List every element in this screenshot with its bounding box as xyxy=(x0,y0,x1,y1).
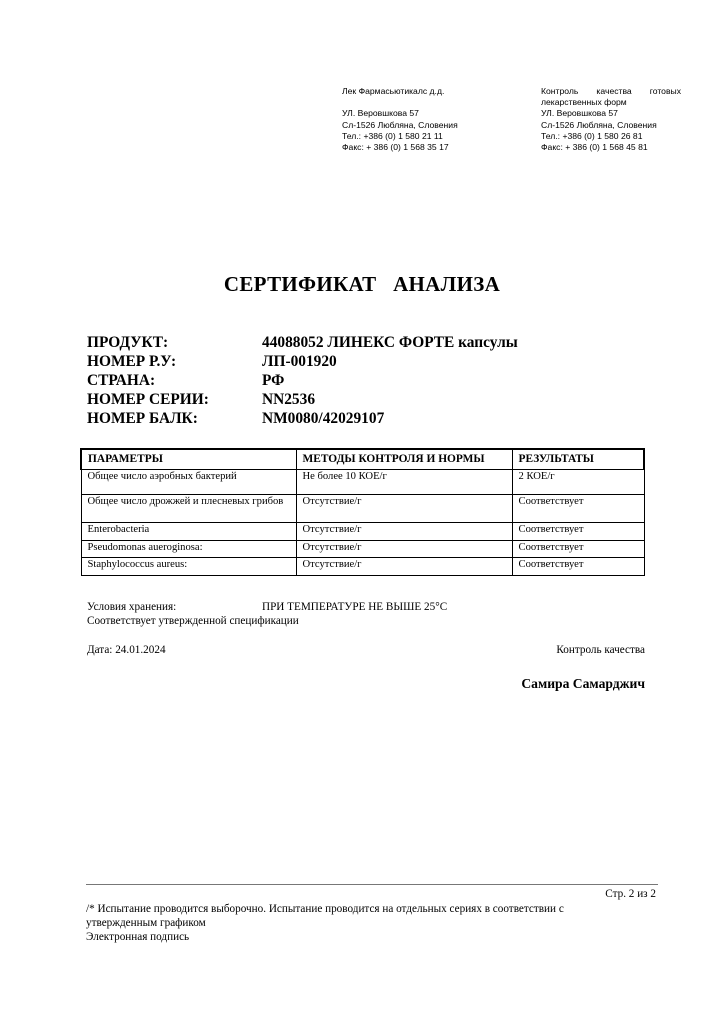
cell-method: Отсутствие/г xyxy=(296,540,512,558)
table-row xyxy=(81,540,644,558)
header-results: РЕЗУЛЬТАТЫ xyxy=(512,449,644,470)
cell-parameter: Enterobacteria xyxy=(81,523,296,541)
qc-street: УЛ. Веровшкова 57 xyxy=(541,108,618,119)
storage-value: ПРИ ТЕМПЕРАТУРЕ НЕ ВЫШЕ 25°С xyxy=(262,601,448,613)
company-phone: Тел.: +386 (0) 1 580 21 11 xyxy=(342,130,443,141)
company-name: Лек Фармасьютикалс д.д. xyxy=(342,86,445,96)
cell-result: Соответствует xyxy=(512,540,644,558)
issue-date: Дата: 24.01.2024 xyxy=(87,644,166,656)
qc-address xyxy=(541,86,681,153)
cell-result: Соответствует xyxy=(512,495,644,523)
document-title: СЕРТИФИКАТ АНАЛИЗА xyxy=(223,272,501,296)
qc-department-line1: Контроль качества готовых xyxy=(541,86,681,96)
batch-label: НОМЕР СЕРИИ: xyxy=(87,391,209,408)
country-label: СТРАНА: xyxy=(87,372,156,389)
cell-parameter: Общее число дрожжей и плесневых грибов xyxy=(81,495,296,523)
footer-note-line1: /* Испытание проводится выборочно. Испытание проводится на отдельных сериях в соответствии с xyxy=(86,903,564,915)
table-row xyxy=(81,495,644,523)
company-city: Сл-1526 Любляна, Словения xyxy=(342,119,458,130)
specification-compliance: Соответствует утвержденной спецификации xyxy=(87,615,299,627)
qc-department-line2: лекарственных форм xyxy=(541,97,627,108)
batch-value: NN2536 xyxy=(262,391,316,408)
header-methods: МЕТОДЫ КОНТРОЛЯ И НОРМЫ xyxy=(296,449,512,470)
table-row xyxy=(81,523,644,541)
footer-divider xyxy=(86,884,658,885)
reg-number-value: ЛП-001920 xyxy=(262,353,337,370)
sender-address xyxy=(342,86,458,153)
cell-method: Отсутствие/г xyxy=(296,558,512,576)
company-street: УЛ. Веровшкова 57 xyxy=(342,108,419,119)
table-header-row xyxy=(81,449,644,470)
cell-result: 2 КОЕ/г xyxy=(512,470,644,495)
bulk-value: NM0080/42029107 xyxy=(262,410,385,427)
results-table xyxy=(80,448,645,576)
country-value: РФ xyxy=(262,372,285,389)
table-row xyxy=(81,470,644,495)
cell-parameter: Pseudomonas aueroginosa: xyxy=(81,540,296,558)
product-value: 44088052 ЛИНЕКС ФОРТЕ капсулы xyxy=(262,334,518,351)
cell-method: Отсутствие/г xyxy=(296,495,512,523)
cell-method: Отсутствие/г xyxy=(296,523,512,541)
footer-note-line2: утвержденным графиком xyxy=(86,917,206,929)
table-row xyxy=(81,558,644,576)
qc-phone: Тел.: +386 (0) 1 580 26 81 xyxy=(541,130,643,141)
qc-fax: Факс: + 386 (0) 1 568 45 81 xyxy=(541,142,648,153)
electronic-signature-note: Электронная подпись xyxy=(86,931,190,943)
qc-department: Контроль качества xyxy=(556,644,645,656)
reg-number-label: НОМЕР Р.У: xyxy=(87,353,177,370)
cell-result: Соответствует xyxy=(512,558,644,576)
cell-parameter: Staphylococcus aureus: xyxy=(81,558,296,576)
cell-parameter: Общее число аэробных бактерий xyxy=(81,470,296,495)
product-label: ПРОДУКТ: xyxy=(87,334,169,351)
qc-city: Сл-1526 Любляна, Словения xyxy=(541,119,657,130)
company-fax: Факс: + 386 (0) 1 568 35 17 xyxy=(342,142,449,152)
bulk-label: НОМЕР БАЛК: xyxy=(87,410,198,427)
cell-result: Соответствует xyxy=(512,523,644,541)
storage-label: Условия хранения: xyxy=(87,601,177,613)
cell-method: Не более 10 КОЕ/г xyxy=(296,470,512,495)
page-number: Стр. 2 из 2 xyxy=(605,888,656,900)
header-parameters: ПАРАМЕТРЫ xyxy=(81,449,296,470)
signatory-name: Самира Самарджич xyxy=(521,676,645,691)
